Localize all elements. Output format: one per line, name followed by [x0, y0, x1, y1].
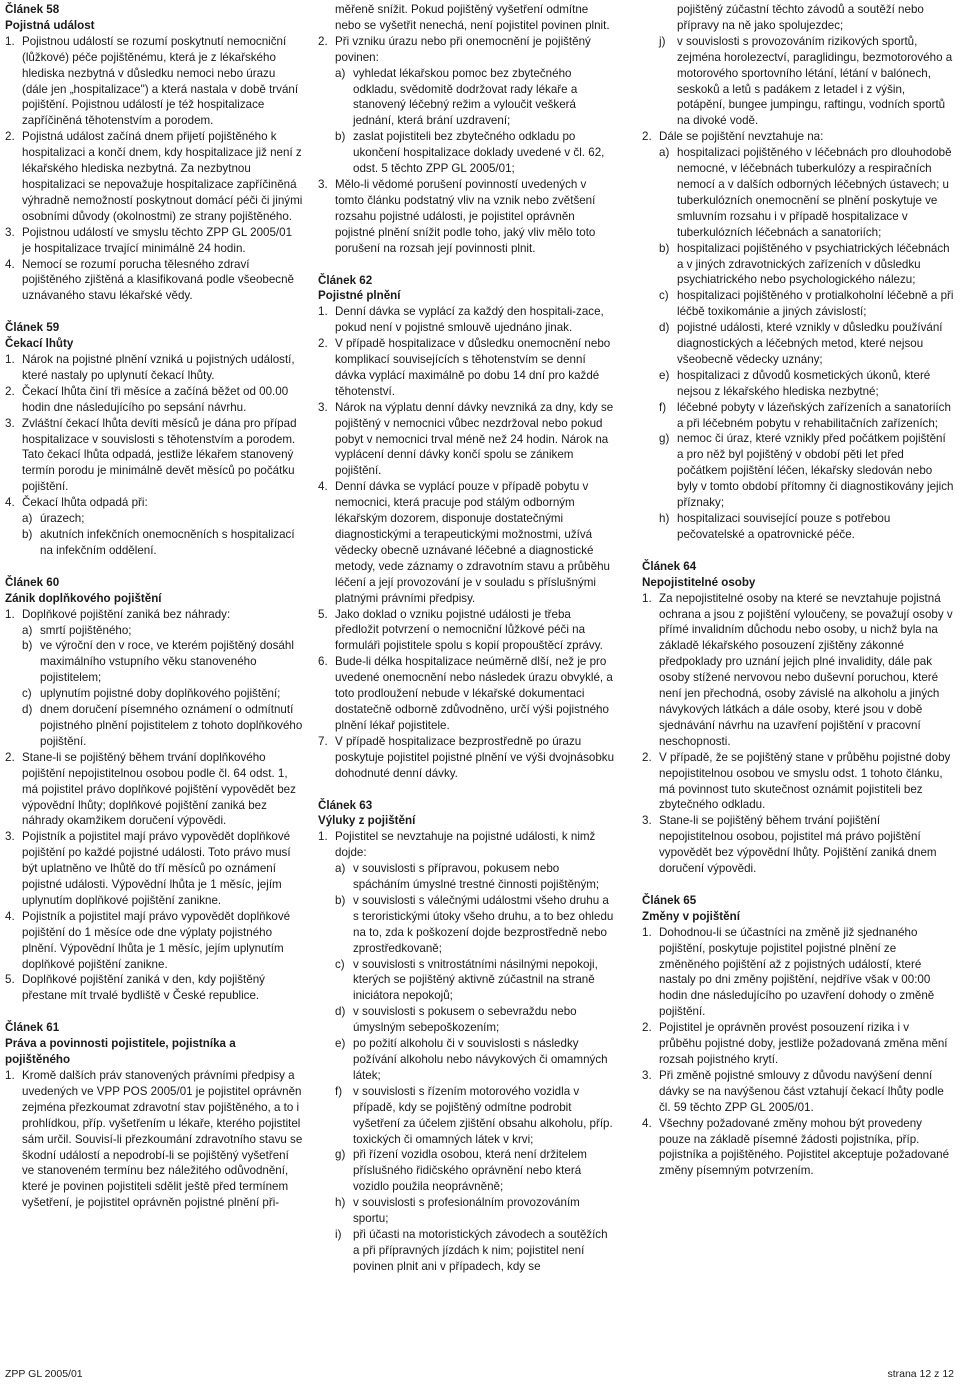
item-marker: 7.	[318, 734, 328, 748]
numbered-clause	[5, 416, 303, 496]
item-text: v souvislosti s přípravou, pokusem nebo spácháním úmyslné trestné činnosti pojištěným;	[353, 862, 600, 892]
paragraph-continuation: měřeně snížit. Pokud pojištěný vyšetření odmítne nebo se vyšetřit nenechá, není pojistitel povinen plnit.	[335, 3, 610, 32]
item-text: hospitalizaci pojištěného v psychiatrických léčebnách a v jiných zdravotnických zařízeních v důsledku psychiatrického nebo psychologického nálezu;	[677, 241, 950, 287]
item-marker: 1.	[318, 305, 328, 319]
item-marker: 2.	[642, 1021, 652, 1035]
item-text: v souvislosti s vnitrostátními násilnými nepokoji, kterých se pojištěný aktivně zúčastnil na straně iniciátora nepokojů;	[353, 957, 598, 1003]
item-text: Pojistitel se nevztahuje na pojistné události, k nimž dojde:	[335, 830, 596, 860]
item-text: při účasti na motoristických závodech a soutěžích a při přípravných jízdách k nim; pojistitel není povinen plnit ani v případech, kdy se	[353, 1227, 608, 1273]
item-marker: b)	[335, 893, 346, 907]
sub-list-item	[5, 527, 303, 559]
sub-list-item	[5, 623, 303, 639]
item-text: Při změně pojistné smlouvy z důvodu navýšení denní dávky se na navýšenou část vztahují čekací lhůty podle čl. 59 těchto ZPP GL 2005/01.	[659, 1068, 944, 1114]
item-marker: b)	[22, 528, 33, 541]
item-text: Dohodnou-li se účastníci na změně již sjednaného pojištění, poskytuje pojistitel pojistné plnění ze změněného pojištění až z pojistných událostí, které nastaly po dni změny pojištění, nejdříve však v 00:00 hodin dne následujícího po uzavření dohody o změně pojištění.	[659, 925, 935, 1019]
numbered-clause	[5, 909, 303, 973]
article-heading: Nepojistitelné osoby	[642, 575, 756, 589]
item-text: ve výroční den v roce, ve kterém pojištěný dosáhl maximálního vstupního věku stanoveného pojistitelem;	[40, 639, 294, 685]
numbered-clause	[5, 972, 303, 1004]
sub-list-item	[5, 511, 303, 527]
item-text: v souvislosti s řízením motorového vozidla v případě, kdy se pojištěný odmítne podrobit vyšetření za účelem zjištění obsahu alkoholu, příp. toxických či omamných látek v krvi;	[353, 1084, 613, 1146]
item-text: Doplňkové pojištění zaniká bez náhrady:	[22, 607, 231, 621]
article-heading: Článek 61	[5, 1021, 60, 1035]
numbered-clause	[5, 34, 303, 129]
sub-list-item	[642, 34, 954, 129]
numbered-clause	[318, 336, 616, 400]
footer-page-number: strana 12 z 12	[887, 1368, 954, 1380]
numbered-clause	[642, 925, 954, 1020]
sub-list-item	[642, 241, 954, 289]
article-heading: Článek 65	[642, 893, 697, 907]
item-marker: i)	[335, 1227, 342, 1241]
item-marker: e)	[335, 1037, 346, 1051]
sub-list-item	[318, 1147, 616, 1195]
sub-list-item	[318, 1195, 616, 1227]
numbered-clause	[318, 734, 616, 782]
item-marker: c)	[22, 687, 32, 701]
item-text: nemoc či úraz, které vznikly před počátkem pojištění a pro něž byl pojištěný v období pěti let před počátkem pojištění léčen, lékařsky sledován nebo byly v tomto období přítomny či diagnostikovány jejich příznaky;	[677, 432, 954, 510]
item-text: Nemocí se rozumí porucha tělesného zdraví pojištěného zjištěná a klasifikovaná podle všeobecně uznávaného stavu lékařské vědy.	[22, 257, 294, 303]
sub-list-item	[5, 702, 303, 750]
item-marker: f)	[335, 1084, 343, 1098]
section-gap	[642, 543, 954, 559]
section-gap	[318, 782, 616, 798]
item-text: Stane-li se pojištěný během trvání pojištění nepojistitelnou osobou, pojistitel má právo pojištění vypovědět bez výpovědní lhůty. Pojištění zaniká dnem doručení výpovědi.	[659, 814, 937, 876]
numbered-clause	[318, 829, 616, 861]
item-marker: a)	[335, 66, 346, 80]
item-marker: c)	[659, 289, 669, 303]
footer-document-code: ZPP GL 2005/01	[5, 1368, 83, 1380]
sub-list-item	[318, 66, 616, 130]
item-text: vyhledat lékařskou pomoc bez zbytečného odkladu, svědomitě dodržovat rady lékaře a stanovený léčebný režim a vyloučit veškerá jednání, která brání uzdravení;	[353, 66, 578, 128]
section-gap	[5, 559, 303, 575]
item-marker: 3.	[642, 1068, 652, 1082]
item-text: v souvislosti s profesionálním provozováním sportu;	[353, 1196, 580, 1226]
item-text: uplynutím pojistné doby doplňkového pojištění;	[40, 687, 281, 701]
article-heading: Pojistná událost	[5, 18, 95, 32]
item-marker: 2.	[5, 384, 15, 398]
item-text: Denní dávka se vyplácí za každý den hospitali-zace, pokud není v pojistné smlouvě ujednáno jinak.	[335, 305, 604, 335]
item-text: hospitalizaci související pouze s potřebou pečovatelské a opatrovnické péče.	[677, 512, 891, 541]
column-right	[642, 2, 954, 1179]
item-marker: 5.	[5, 973, 15, 987]
item-marker: 2.	[642, 750, 652, 764]
item-marker: 3.	[642, 814, 652, 828]
sub-list-item	[642, 288, 954, 320]
item-marker: 3.	[5, 225, 15, 239]
sub-list-item	[642, 145, 954, 240]
item-text: Zvláštní čekací lhůta devíti měsíců je dána pro případ hospitalizace v souvislosti s těhotenstvím a porodem. Tato čekací lhůta odpadá, jestliže lékařem stanovený termín porodu je minimálně devět měsíců po počátku pojištění.	[22, 416, 297, 494]
sub-list-item	[318, 861, 616, 893]
item-text: smrtí pojištěného;	[40, 623, 132, 637]
numbered-clause	[5, 352, 303, 384]
numbered-clause	[642, 1068, 954, 1116]
sub-list-item	[318, 1227, 616, 1275]
article-heading: Článek 58	[5, 3, 60, 16]
numbered-clause	[5, 829, 303, 909]
sub-list-item	[642, 320, 954, 368]
item-text: Čekací lhůta činí tři měsíce a začíná běžet od 00.00 hodin dne následujícího po sepsání návrhu.	[22, 384, 289, 414]
item-marker: 1.	[5, 1069, 15, 1082]
item-marker: a)	[22, 512, 33, 526]
column-left	[5, 2, 303, 1211]
item-text: V případě hospitalizace v důsledku onemocnění nebo komplikací souvisejících s těhotenstvím se denní dávka vyplácí maximálně po dobu 14 dní pro každé těhotenství.	[335, 337, 611, 398]
item-marker: 1.	[5, 607, 15, 621]
item-text: Mělo-li vědomé porušení povinností uvedených v tomto článku podstatný vliv na vznik nebo zvětšení rozsahu pojistné události, je pojistitel oprávněn pojistné plnění snížit podle toho, jaký vliv mělo toto porušení na rozsah její povinnosti plnit.	[335, 177, 596, 255]
numbered-clause	[5, 225, 303, 257]
item-marker: d)	[335, 1005, 346, 1019]
item-marker: 4.	[5, 909, 15, 923]
item-marker: g)	[659, 432, 670, 446]
item-text: Denní dávka se vyplácí pouze v případě pobytu v nemocnici, která pracuje pod stálým odborným lékařským dozorem, disponuje dostatečnými diagnostickými a terapeutickými možnostmi, užívá vědecky obecně uznávané léčebné a diagnostické metody, vede záznamy o zdravotním stavu a průběhu léčení a její provozování je v souladu s příslušnými platnými právními předpisy.	[335, 480, 610, 605]
numbered-clause	[642, 1020, 954, 1068]
numbered-clause	[318, 607, 616, 655]
item-marker: b)	[335, 130, 346, 144]
sub-list-item	[642, 2, 954, 34]
item-text: Pojistník a pojistitel mají právo vypovědět doplňkové pojištění po každé pojistné události. Toto právo musí být uplatněno ve lhůtě do tří měsíců po oznámení pojistné události. Výpovědní lhůta je 1 měsíc, jejím uplynutím doplňkové pojištění zanikne.	[22, 830, 291, 907]
numbered-clause	[5, 607, 303, 623]
item-marker: 5.	[318, 607, 328, 621]
item-text: Doplňkové pojištění zaniká v den, kdy pojištěný přestane mít trvalé bydliště v České republice.	[22, 973, 265, 1003]
item-text: Za nepojistitelné osoby na které se nevztahuje pojistná ochrana a jsou z pojištění vyloučeny, se považují osoby v přímé invalidním důchodu nebo osoby, u nichž byla na základě lékařského posouzení zjištěny zákonné předpoklady pro uznání jejich plné invalidity, dále pak osoby stížené nervovou nebo duševní poruchou, které není jen přechodná, osoby závislé na alkoholu a jiných návykových látkách a dále osoby, které jsou v době sjednávání návrhu na uzavření pojištění v pracovní neschopnosti.	[659, 591, 953, 748]
sub-list-item	[642, 511, 954, 543]
numbered-clause	[318, 654, 616, 734]
section-gap	[5, 304, 303, 320]
article-heading: Změny v pojištění	[642, 909, 740, 923]
item-marker: b)	[659, 241, 670, 255]
item-text: Čekací lhůta odpadá při:	[22, 496, 148, 510]
item-text: pojistné události, které vznikly v důsledku používání diagnostických a léčebných metod, které nejsou všeobecně vědecky uznány;	[677, 321, 943, 366]
item-text: v souvislosti s provozováním rizikových sportů, zejména horolezectví, paraglidingu, bezmotorového a motorového sportovního létání, létání v balónech, seskoků a letů s padákem z letadel i z výšin, potápění, bungee jumpingu, raftingu, vodních sportů na divoké vodě.	[677, 34, 953, 128]
numbered-clause	[642, 129, 954, 145]
item-text: dnem doručení písemného oznámení o odmítnutí pojistného plnění pojistitelem z tohoto doplňkového pojištění.	[40, 703, 303, 748]
item-marker: g)	[335, 1148, 346, 1162]
numbered-clause	[318, 34, 616, 66]
item-text: hospitalizaci pojištěného v léčebnách pro dlouhodobě nemocné, v léčebnách tuberkulózy a respiračních nemocí a v dalších odborných léčebných ústavech; u tuberkulózních onemocnění se plnění poskytuje ve smluvním rozsahu i v případě hospitalizace v tuberkulózních léčebnách a sanatoriích;	[677, 146, 952, 239]
item-text: Nárok na pojistné plnění vzniká u pojistných událostí, které nastaly po uplynutí čekací lhůty.	[22, 353, 295, 382]
item-marker: 1.	[5, 34, 15, 48]
numbered-clause	[5, 495, 303, 511]
sub-list-item	[642, 368, 954, 400]
item-marker: 6.	[318, 655, 328, 669]
item-marker: d)	[22, 703, 33, 717]
sub-list-item	[318, 1004, 616, 1036]
item-marker: e)	[659, 368, 670, 382]
item-text: v souvislosti s válečnými událostmi všeho druhu a s teroristickými útoky všeho druhu, a to bez ohledu na to, zda k poškození dojde bezprostředně nebo zprostředkovaně;	[353, 893, 614, 955]
column-middle	[318, 2, 616, 1275]
item-marker: 2.	[5, 130, 15, 144]
numbered-clause	[642, 813, 954, 877]
item-marker: 1.	[5, 353, 15, 367]
numbered-clause	[318, 304, 616, 336]
numbered-clause	[642, 591, 954, 750]
item-text: při řízení vozidla osobou, která není držitelem příslušného řidičského oprávnění nebo která vozidlo použila neoprávněně;	[353, 1148, 587, 1194]
item-marker: 1.	[642, 591, 652, 605]
numbered-clause	[318, 479, 616, 606]
item-text: Stane-li se pojištěný během trvání doplňkového pojištění nepojistitelnou osobou podle čl. 64 odst. 1, má pojistitel právo doplňkové pojištění vypovědět bez výpovědní lhůty; doplňkové pojištění zaniká bez náhrady okamžikem doručení výpovědi.	[22, 750, 296, 828]
article-heading: Zánik doplňkového pojištění	[5, 591, 162, 605]
sub-list-item	[642, 400, 954, 432]
item-marker: j)	[659, 34, 666, 48]
article-heading: Práva a povinnosti pojistitele, pojistníka a pojištěného	[5, 1037, 236, 1067]
article-heading: Článek 62	[318, 273, 373, 287]
item-marker: a)	[335, 862, 346, 876]
item-text: Nárok na výplatu denní dávky nevzniká za dny, kdy se pojištěný v nemocnici vůbec nezdržoval nebo pokud pobyt v nemocnici trval méně než 24 hodin. Nárok na vyplácení denní dávky končí spolu se zánikem pojištění.	[335, 400, 614, 478]
item-marker: 3.	[5, 416, 15, 430]
item-marker: 3.	[5, 830, 15, 844]
article-heading: Čekací lhůty	[5, 337, 74, 351]
item-marker: 1.	[318, 830, 328, 844]
item-text: Bude-li délka hospitalizace neúměrně dlší, než je pro uvedené onemocnění nebo následek úrazu obvyklé, a toto prodloužení nebude v lékařské dokumentaci dostatečně odborně zdůvodněno, určí výši pojistného plnění lékař pojistitele.	[335, 655, 613, 732]
item-marker: 1.	[642, 925, 652, 939]
item-marker: h)	[659, 512, 670, 525]
sub-list-item	[318, 893, 616, 957]
numbered-clause	[642, 1116, 954, 1180]
article-heading: Článek 59	[5, 321, 60, 335]
item-marker: h)	[335, 1196, 346, 1210]
item-text: Při vzniku úrazu nebo při onemocnění je pojištěný povinen:	[335, 34, 591, 64]
item-marker: b)	[22, 639, 33, 653]
item-text: Kromě dalších práv stanovených právními předpisy a uvedených ve VPP POS 2005/01 je pojistitel oprávněn zejména přezkoumat zdravotní stav pojištěného, a to i prohlídkou, příp. vyšetřením u lékaře, kterého pojistitel sám určil. Souvisí-li přezkoumání zdravotního stavu se škodní událostí a nepodrobí-li se pojištěný vyšetření ve stanoveném termínu bez náležitého odůvodnění, které je povinen pojistiteli sdělit ještě před termínem vyšetření, je pojistitel oprávněn pojistné plnění při-	[22, 1069, 303, 1210]
item-marker: 4.	[642, 1116, 652, 1130]
section-gap	[5, 1004, 303, 1020]
item-text: hospitalizaci z důvodů kosmetických úkonů, které nejsou z lékařského hlediska nezbytné;	[677, 368, 931, 398]
sub-list-item	[642, 431, 954, 511]
numbered-clause	[5, 129, 303, 224]
item-text: Pojistnou událostí se rozumí poskytnutí nemocniční (lůžkové) péče pojištěnému, která je z lékařského hlediska nezbytná v důsledku nemoci nebo úrazu (dále jen „hospitalizace") a která nastala v době trvání pojištění. Pojistnou událostí je též hospitalizace zapříčiněná těhotenstvím a porodem.	[22, 34, 299, 128]
section-gap	[318, 257, 616, 273]
item-marker: 2.	[318, 34, 328, 48]
item-marker: 4.	[318, 480, 328, 494]
item-marker: 3.	[318, 177, 328, 191]
item-text: léčebné pobyty v lázeňských zařízeních a sanatoriích a při léčebném pobytu v rehabilitačních zařízeních;	[677, 400, 951, 430]
item-marker: a)	[22, 623, 33, 637]
item-marker: f)	[659, 400, 667, 414]
article-heading: Článek 63	[318, 798, 373, 812]
article-heading: Výluky z pojištění	[318, 814, 416, 828]
sub-list-item	[318, 1084, 616, 1148]
item-text: V případě hospitalizace bezprostředně po úrazu poskytuje pojistitel pojistné plnění ve výši dvojnásobku dohodnuté denní dávky.	[335, 734, 615, 780]
item-text: V případě, že se pojištěný stane v průběhu pojistné doby nepojistitelnou osobou ve smyslu odst. 1 tohoto článku, má povinnost tuto skutečnost oznámit pojistiteli bez zbytečného odkladu.	[659, 750, 951, 812]
item-marker: 2.	[5, 750, 15, 764]
item-marker: d)	[659, 321, 670, 335]
numbered-clause	[318, 177, 616, 257]
item-marker: 2.	[318, 337, 328, 351]
numbered-clause	[5, 1068, 303, 1211]
item-text: Pojistník a pojistitel mají právo vypovědět doplňkové pojištění do 1 měsíce ode dne výplaty pojistného plnění. Výpovědní lhůta je 1 měsíc, jejím uplynutím doplňkové pojištění zanikne.	[22, 909, 291, 971]
item-text: Jako doklad o vzniku pojistné události je třeba předložit potvrzení o nemocniční lůžkové péči na formuláři pojistitele spolu s kopií propouštěcí zprávy.	[335, 607, 603, 653]
numbered-clause	[5, 257, 303, 305]
item-text: zaslat pojistiteli bez zbytečného odkladu po ukončení hospitalizace doklady uvedené v čl. 62, odst. 5 těchto ZPP GL 2005/01;	[353, 130, 605, 176]
item-text: Všechny požadované změny mohou být provedeny pouze na základě písemné žádosti pojistníka, příp. pojistníka a pojištěného. Pojistitel akceptuje požadované změny písemným potvrzením.	[659, 1116, 950, 1178]
section-gap	[642, 877, 954, 893]
article-heading: Článek 64	[642, 559, 697, 573]
sub-list-item	[318, 129, 616, 177]
item-text: úrazech;	[40, 512, 85, 526]
item-text: Pojistitel je oprávněn provést posouzení rizika i v průběhu pojistné doby, jestliže požadovaná změna mění rozsah pojistného krytí.	[659, 1021, 948, 1066]
article-heading: Pojistné plnění	[318, 289, 401, 303]
item-text: po požití alkoholu či v souvislosti s následky požívání alkoholu nebo návykových či omamných látek;	[353, 1037, 608, 1082]
item-text: Pojistnou událostí ve smyslu těchto ZPP GL 2005/01 je hospitalizace trvající minimálně 24 hodin.	[22, 225, 293, 255]
numbered-clause	[318, 400, 616, 480]
item-text: hospitalizaci pojištěného v protialkoholní léčebně a při léčbě toxikománie a jiných závislostí;	[677, 289, 954, 319]
item-marker: a)	[659, 146, 670, 160]
item-marker: c)	[335, 957, 345, 971]
item-text: v souvislosti s pokusem o sebevraždu nebo úmyslným sebepoškozením;	[353, 1005, 577, 1035]
article-heading: Článek 60	[5, 575, 60, 589]
sub-list-item	[318, 957, 616, 1005]
sub-list-item	[318, 1036, 616, 1084]
item-marker: 3.	[318, 400, 328, 414]
item-marker: 4.	[5, 257, 15, 271]
item-text: Dále se pojištění nevztahuje na:	[659, 130, 824, 144]
item-text: Pojistná událost začíná dnem přijetí pojištěného k hospitalizaci a končí dnem, kdy hospitalizace již není z lékařského hlediska nezbytná. Za nezbytnou hospitalizaci se nepovažuje hospitalizace zapříčiněná výhradně nemožností poskytnout domácí péči či jinými osobními důvody (okolnostmi) ze strany pojištěného.	[22, 130, 303, 223]
sub-list-item	[5, 686, 303, 702]
numbered-clause	[642, 750, 954, 814]
item-text: pojištěný zúčastní těchto závodů a soutěží nebo přípravy na ně jako spolujezdec;	[677, 3, 924, 32]
item-marker: 2.	[642, 130, 652, 144]
sub-list-item	[5, 638, 303, 686]
item-marker: 4.	[5, 496, 15, 510]
item-text: akutních infekčních onemocněních s hospitalizací na infekčním oddělení.	[40, 528, 295, 557]
numbered-clause	[5, 384, 303, 416]
numbered-clause	[5, 750, 303, 830]
